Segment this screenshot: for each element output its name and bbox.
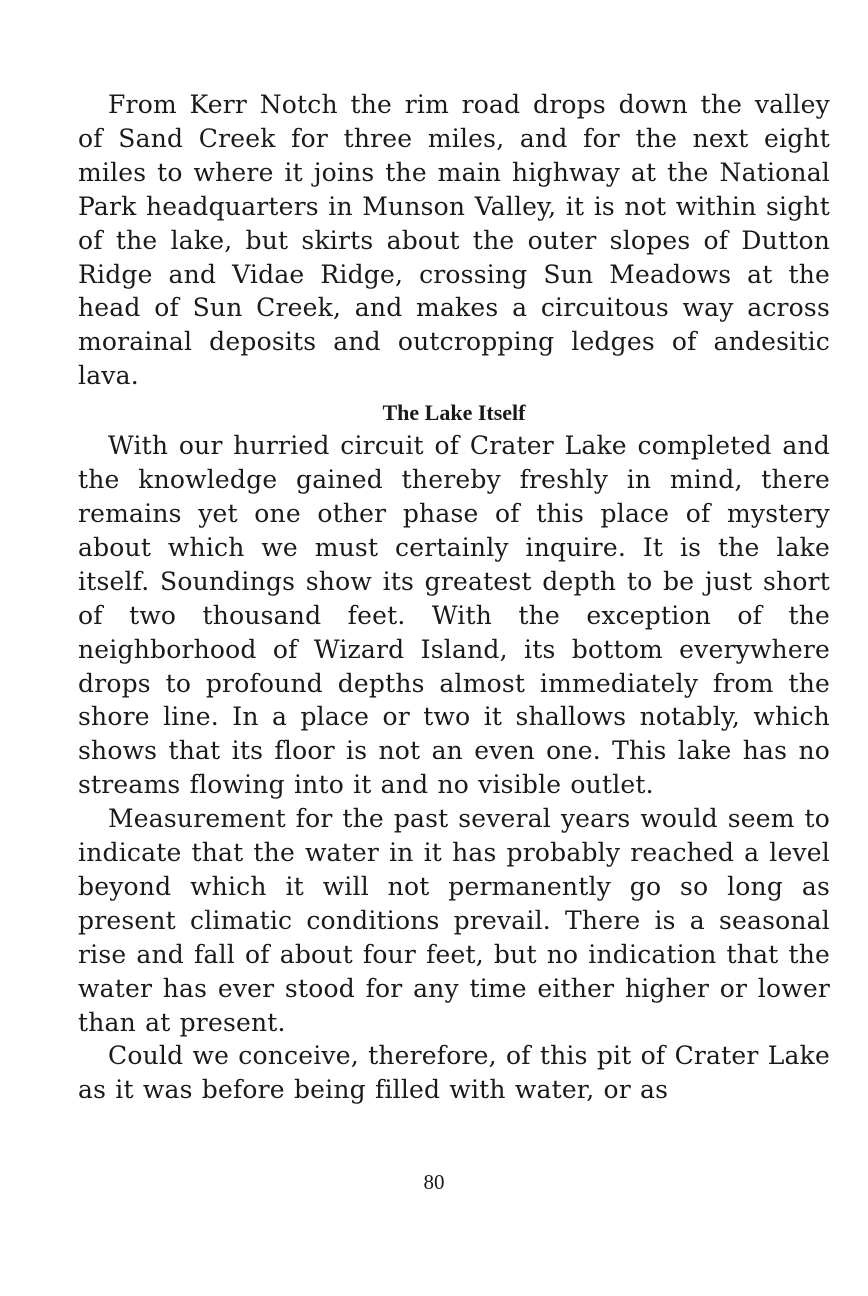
page-body: [78, 88, 830, 1107]
paragraph-measurement: Measurement for the past several years would seem to indicate that the water in it has probably reached a level beyond which it will not permanently go so long as present climatic conditions prevail. There is a seasonal rise and fall of about four feet, but no indication that the water has ever stood for any time either higher or lower than at present.: [78, 804, 830, 1037]
page-number: 80: [423, 1170, 445, 1194]
paragraph-kerr-notch: From Kerr Notch the rim road drops down the valley of Sand Creek for three miles, and for the next eight miles to where it joins the main highway at the National Park headquarters in Munson Valley, it is not within sight of the lake, but skirts about the outer slopes of Dutton Ridge and Vidae Ridge, crossing Sun Meadows at the head of Sun Creek, and makes a circuitous way across morainal deposits and outcropping ledges of andesitic lava.: [78, 90, 830, 391]
paragraph-conceive: Could we conceive, therefore, of this pit of Crater Lake as it was before being filled with water, or as: [78, 1041, 830, 1105]
section-heading: The Lake Itself: [382, 400, 526, 426]
paragraph-lake-itself: With our hurried circuit of Crater Lake completed and the knowledge gained thereby freshly in mind, there remains yet one other phase of this place of mystery about which we must certainly inquire. It is the lake itself. Soundings show its greatest depth to be just short of two thousand feet. With the exception of the neighborhood of Wizard Island, its bottom everywhere drops to profound depths almost immediately from the shore line. In a place or two it shallows notably, which shows that its floor is not an even one. This lake has no streams flowing into it and no visible outlet.: [78, 431, 830, 800]
